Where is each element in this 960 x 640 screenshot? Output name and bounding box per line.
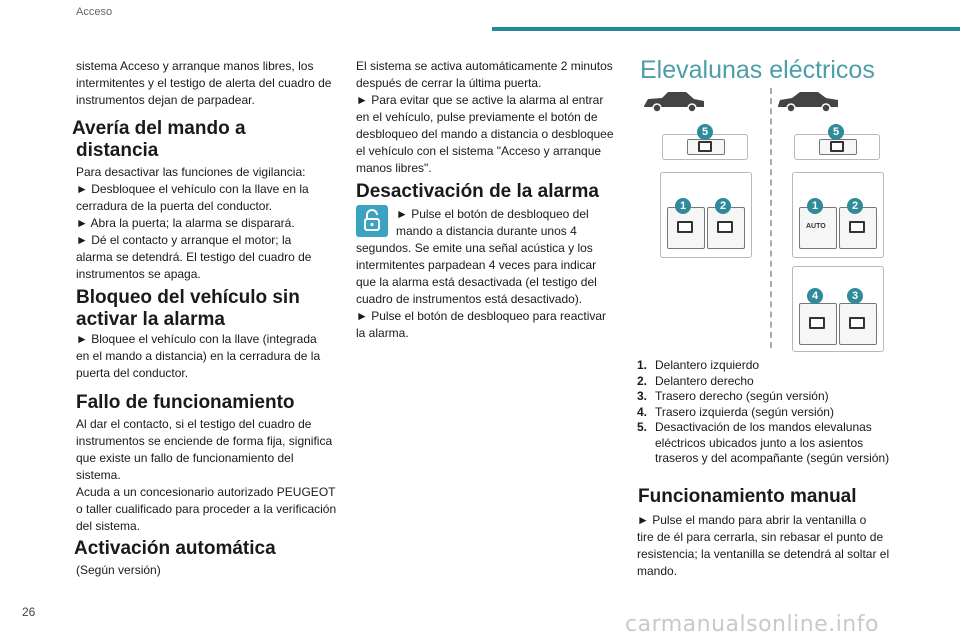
text-line: tire de él para cerrarla, sin rebasar el punto de: [637, 530, 884, 544]
text-line: ► Pulse el botón de desbloqueo para reactivar: [356, 309, 607, 323]
text-line: resistencia; la ventanilla se detendrá al soltar el: [637, 547, 890, 561]
text-line: manos libres".: [356, 161, 432, 175]
text-line: después de cerrar la última puerta.: [356, 76, 542, 90]
list-text: Delantero derecho: [655, 373, 754, 388]
auto-activation-body: [356, 58, 626, 177]
front-switch-panel-right: [792, 172, 884, 258]
text-line: intermitentes parpadean 4 veces para indicar: [356, 258, 597, 272]
list-number: 4.: [637, 404, 648, 419]
right-hand-drive-car-icon: [776, 90, 840, 114]
text-line: ► Bloquee el vehículo con la llave (integrada: [76, 332, 317, 346]
rear-switch-panel-right: [792, 266, 884, 352]
text-line: segundos. Se emite una señal acústica y los: [356, 241, 593, 255]
heading-line: distancia: [76, 140, 159, 161]
badge-1-left: 1: [675, 198, 691, 214]
manual-operation-body: [637, 512, 937, 580]
badge-2-left: 2: [715, 198, 731, 214]
text-line: cuadro de instrumentos está desactivado).: [356, 292, 583, 306]
section-body-remote-failure: [76, 164, 356, 283]
text-line: que la alarma está desactivada (el testigo del: [356, 275, 597, 289]
left-hand-drive-car-icon: [642, 90, 706, 114]
badge-2-right: 2: [847, 198, 863, 214]
text-line: ► Para evitar que se active la alarma al entrar: [356, 93, 604, 107]
section-body-malfunction: [76, 416, 356, 535]
list-item: [637, 374, 937, 390]
text-line: cerradura de la puerta del conductor.: [76, 199, 273, 213]
alarm-deactivation-icon-text: [396, 206, 636, 240]
header-section-label: Acceso: [76, 6, 113, 18]
text-line: El sistema se activa automáticamente 2 minutos: [356, 59, 613, 73]
window-icon: [809, 317, 825, 329]
list-item: [637, 389, 937, 405]
list-number: 3.: [637, 389, 648, 403]
badge-5-left: 5: [697, 124, 713, 140]
text-line: alarma se detendrá. El testigo del cuadro de: [76, 250, 312, 264]
badge-5-right: 5: [828, 124, 844, 140]
rear-left-window-switch: [799, 303, 837, 345]
text-line: en el mando a distancia) en la cerradura de la: [76, 349, 321, 363]
window-icon: [849, 221, 865, 233]
window-lockout-icon: [698, 141, 712, 152]
text-line: ► Desbloquee el vehículo con la llave en la: [76, 182, 309, 196]
list-text: Delantero izquierdo: [655, 358, 760, 372]
alarm-deactivation-body: [356, 240, 626, 342]
page-number: 26: [22, 605, 36, 619]
text-line: sistema.: [76, 468, 121, 482]
switch-legend-list: [637, 358, 937, 467]
section-heading-auto-activation: Activación automática: [74, 538, 276, 559]
heading-line: Bloqueo del vehículo sin: [76, 287, 300, 308]
list-text: Trasero izquierda (según versión): [655, 404, 834, 419]
text-line: el vehículo con el sistema "Acceso y arranque: [356, 144, 602, 158]
window-lockout-switch: [819, 139, 857, 155]
section-heading-alarm-deactivation: Desactivación de la alarma: [356, 181, 599, 202]
text-line: ► Pulse el mando para abrir la ventanilla o: [637, 513, 867, 527]
badge-1-right: 1: [807, 198, 823, 214]
section-heading-lock-without-alarm: [76, 287, 356, 331]
window-icon: [717, 221, 733, 233]
text-line: mando a distancia durante unos 4: [396, 224, 577, 238]
list-item-continuation: traseros y del acompañante (según versión): [655, 451, 890, 465]
section-body-lock-without-alarm: [76, 331, 356, 382]
text-line: Al dar el contacto, si el testigo del cuadro de: [76, 417, 312, 431]
rear-right-window-switch: [839, 303, 877, 345]
footer-watermark-url: carmanualsonline.info: [625, 612, 879, 637]
text-line: ► Pulse el botón de desbloqueo del: [396, 207, 589, 221]
badge-3-right: 3: [847, 288, 863, 304]
text-line: instrumentos se apaga.: [76, 267, 201, 281]
intro-paragraph: sistema Acceso y arranque manos libres, los intermitentes y el testigo de alerta del cuadro de instrumentos dejan de parpadear.: [76, 59, 332, 107]
text-line: puerta del conductor.: [76, 366, 189, 380]
text-line: Para desactivar las funciones de vigilancia:: [76, 165, 306, 179]
section-title-power-windows: Elevalunas eléctricos: [640, 56, 875, 84]
window-icon: [677, 221, 693, 233]
text-line: o taller cualificado para proceder a la verificación: [76, 502, 337, 516]
text-line: instrumentos se enciende de forma fija, significa: [76, 434, 333, 448]
list-item: [637, 358, 937, 374]
version-note: (Según versión): [76, 563, 161, 577]
diagram-divider: [770, 88, 772, 348]
window-icon: [849, 317, 865, 329]
list-number: 5.: [637, 420, 648, 434]
heading-line: activar la alarma: [76, 309, 225, 330]
list-item: [637, 420, 937, 436]
badge-4-right: 4: [807, 288, 823, 304]
list-number: 2.: [637, 373, 648, 388]
list-item-continuation: eléctricos ubicados junto a los asientos: [655, 435, 864, 450]
text-line: en el vehículo, pulse previamente el botón de: [356, 110, 598, 124]
list-item: [637, 405, 937, 421]
unlock-padlock-icon: [356, 205, 388, 237]
heading-line: Avería del mando a: [72, 118, 246, 139]
text-line: ► Abra la puerta; la alarma se disparará.: [76, 216, 295, 230]
header-accent-bar: [492, 27, 960, 31]
list-text: Desactivación de los mandos elevalunas: [655, 420, 872, 434]
text-line: ► Dé el contacto y arranque el motor; la: [76, 233, 292, 247]
front-switch-panel-left: [660, 172, 752, 258]
auto-label: AUTO: [806, 223, 826, 230]
section-heading-manual-operation: Funcionamiento manual: [638, 486, 857, 507]
list-number: 1.: [637, 358, 648, 372]
text-line: Acuda a un concesionario autorizado PEUGEOT: [76, 485, 336, 499]
text-line: la alarma.: [356, 326, 409, 340]
window-lockout-icon: [830, 141, 844, 152]
section-heading-remote-failure: [72, 118, 352, 162]
text-line: del sistema.: [76, 519, 141, 533]
section-heading-malfunction: Fallo de funcionamiento: [76, 392, 295, 413]
text-line: mando.: [637, 564, 678, 578]
list-text: Trasero derecho (según versión): [655, 389, 829, 403]
text-line: que existe un fallo de funcionamiento del: [76, 451, 294, 465]
text-line: desbloqueo del mando a distancia o desbloquee: [356, 127, 614, 141]
window-lockout-switch: [687, 139, 725, 155]
